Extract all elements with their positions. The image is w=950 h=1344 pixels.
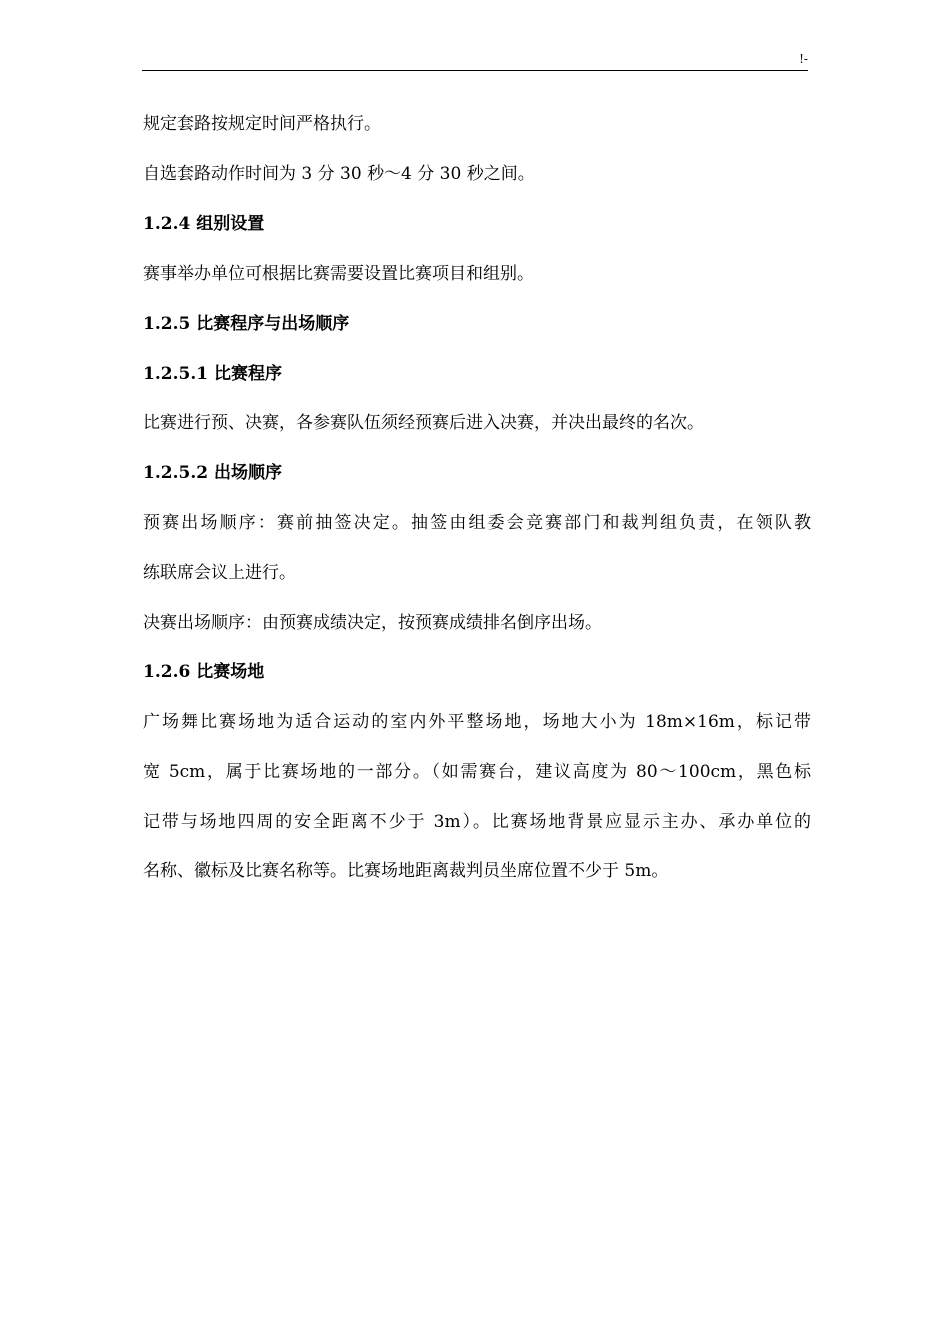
paragraph-venue-line-2: 宽 5cm，属于比赛场地的一部分。（如需赛台，建议高度为 80～100cm，黑色标 [143, 762, 811, 782]
paragraph-final-order: 决赛出场顺序：由预赛成绩决定，按预赛成绩排名倒序出场。 [143, 613, 602, 633]
paragraph-free-routine-time: 自选套路动作时间为 3 分 30 秒～4 分 30 秒之间。 [143, 164, 535, 184]
paragraph-prelim-order-line-2: 练联席会议上进行。 [143, 563, 296, 583]
section-heading-1-2-6: 1.2.6 比赛场地 [143, 662, 265, 682]
paragraph-routine-time: 规定套路按规定时间严格执行。 [143, 114, 381, 134]
paragraph-venue-line-3: 记带与场地四周的安全距离不少于 3m）。比赛场地背景应显示主办、承办单位的 [143, 812, 811, 832]
header-mark: !- [799, 52, 808, 66]
section-heading-1-2-5-1: 1.2.5.1 比赛程序 [143, 364, 282, 384]
paragraph-group-setting: 赛事举办单位可根据比赛需要设置比赛项目和组别。 [143, 264, 534, 284]
header-rule [142, 70, 808, 71]
section-heading-1-2-5: 1.2.5 比赛程序与出场顺序 [143, 314, 350, 334]
paragraph-venue-line-4: 名称、徽标及比赛名称等。比赛场地距离裁判员坐席位置不少于 5m。 [143, 861, 669, 881]
paragraph-prelim-order-line-1: 预赛出场顺序：赛前抽签决定。抽签由组委会竞赛部门和裁判组负责，在领队教 [143, 513, 811, 533]
section-heading-1-2-4: 1.2.4 组别设置 [143, 214, 265, 234]
paragraph-venue-line-1: 广场舞比赛场地为适合运动的室内外平整场地，场地大小为 18m×16m，标记带 [143, 712, 811, 732]
paragraph-competition-procedure: 比赛进行预、决赛，各参赛队伍须经预赛后进入决赛，并决出最终的名次。 [143, 413, 704, 433]
section-heading-1-2-5-2: 1.2.5.2 出场顺序 [143, 463, 282, 483]
